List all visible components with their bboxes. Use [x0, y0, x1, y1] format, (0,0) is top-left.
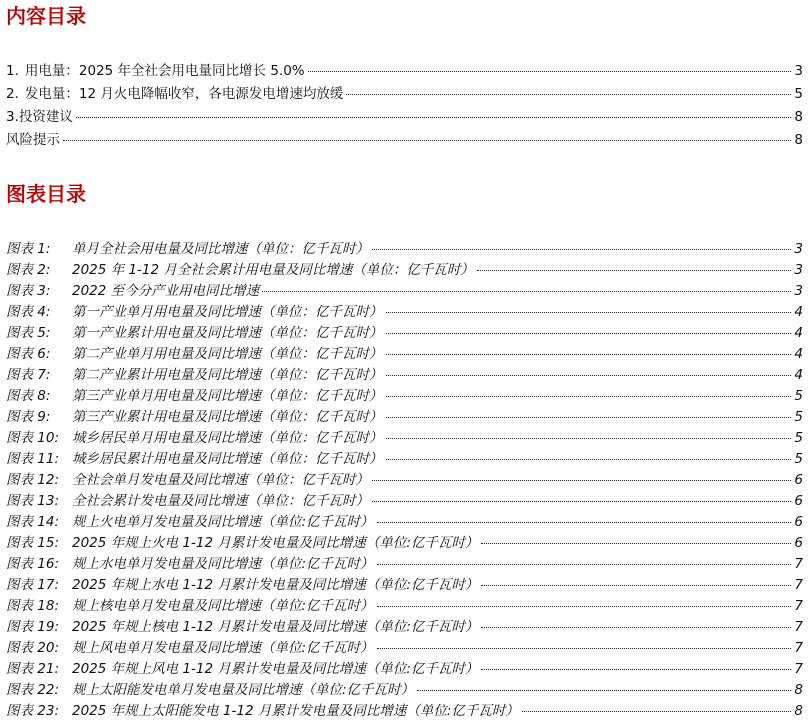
figure-item-page: 5: [794, 451, 803, 467]
dot-leader: [386, 375, 792, 376]
figure-item[interactable]: [6, 302, 803, 323]
figure-item-label: 规上核电单月发电量及同比增速（单位:亿千瓦时）: [72, 598, 374, 614]
figure-item-number: 图表 3:: [6, 283, 51, 299]
figure-item-page: 3: [794, 262, 803, 278]
figure-item-label: 2025 年 1-12 月全社会累计用电量及同比增速（单位：亿千瓦时）: [72, 262, 474, 278]
figure-item-label: 全社会累计发电量及同比增速（单位：亿千瓦时）: [72, 493, 369, 509]
toc-item[interactable]: [6, 106, 803, 129]
figure-item-number: 图表 13:: [6, 493, 60, 509]
figure-item-page: 5: [794, 409, 803, 425]
figure-item-page: 5: [794, 388, 803, 404]
dot-leader: [262, 291, 791, 292]
figure-item-number: 图表 9:: [6, 409, 51, 425]
dot-leader: [308, 71, 792, 72]
figure-item[interactable]: [6, 323, 803, 344]
dot-leader: [63, 140, 791, 141]
figure-item[interactable]: [6, 491, 803, 512]
figure-item[interactable]: [6, 680, 803, 701]
toc-item[interactable]: [6, 60, 803, 83]
dot-leader: [377, 606, 792, 607]
figure-item-number: 图表 12:: [6, 472, 60, 488]
figure-item-page: 7: [794, 619, 803, 635]
toc-item-page: 8: [794, 109, 803, 125]
figure-item-page: 7: [794, 556, 803, 572]
figure-item-label: 第三产业单月用电量及同比增速（单位：亿千瓦时）: [72, 388, 383, 404]
dot-leader: [372, 249, 791, 250]
figure-item-label: 规上风电单月发电量及同比增速（单位:亿千瓦时）: [72, 640, 374, 656]
toc-item-page: 8: [794, 132, 803, 148]
figure-item-number: 图表 21:: [6, 661, 60, 677]
figure-item[interactable]: [6, 596, 803, 617]
figure-item-label: 第一产业累计用电量及同比增速（单位：亿千瓦时）: [72, 325, 383, 341]
figure-item-number: 图表 19:: [6, 619, 60, 635]
figure-item[interactable]: [6, 281, 803, 302]
dot-leader: [372, 501, 791, 502]
dot-leader: [386, 438, 792, 439]
figure-item-number: 图表 2:: [6, 262, 51, 278]
figure-item-number: 图表 8:: [6, 388, 51, 404]
figure-item-number: 图表 17:: [6, 577, 60, 593]
figure-item-page: 8: [794, 703, 803, 719]
dot-leader: [481, 585, 791, 586]
figure-item-label: 全社会单月发电量及同比增速（单位：亿千瓦时）: [72, 472, 369, 488]
figure-item-label: 第一产业单月用电量及同比增速（单位：亿千瓦时）: [72, 304, 383, 320]
figure-item[interactable]: [6, 470, 803, 491]
figure-item-page: 7: [794, 640, 803, 656]
toc-item-number: 2.: [6, 86, 19, 102]
dot-leader: [377, 564, 792, 565]
figure-item-number: 图表 18:: [6, 598, 60, 614]
toc-item-label: 风险提示: [6, 132, 60, 148]
figure-item-number: 图表 1:: [6, 241, 51, 257]
toc-item-label: 投资建议: [18, 109, 73, 125]
toc-item-label: 发电量：12 月火电降幅收窄，各电源发电增速均放缓: [24, 86, 344, 102]
figure-item-label: 2025 年规上风电 1-12 月累计发电量及同比增速（单位:亿千瓦时）: [72, 661, 479, 677]
figure-item-page: 7: [794, 661, 803, 677]
dot-leader: [386, 459, 792, 460]
figure-item-page: 4: [794, 325, 803, 341]
figure-item[interactable]: [6, 512, 803, 533]
figure-item-page: 6: [794, 535, 803, 551]
figure-item-page: 4: [794, 346, 803, 362]
toc-list: [6, 60, 803, 152]
figure-item-label: 2022 至今分产业用电同比增速: [72, 283, 260, 299]
figure-item-label: 城乡居民单月用电量及同比增速（单位：亿千瓦时）: [72, 430, 383, 446]
figure-item[interactable]: [6, 344, 803, 365]
figure-item[interactable]: [6, 617, 803, 638]
figure-item-number: 图表 4:: [6, 304, 51, 320]
figure-item-number: 图表 14:: [6, 514, 60, 530]
dot-leader: [372, 480, 791, 481]
toc-item[interactable]: [6, 83, 803, 106]
figure-item-number: 图表 7:: [6, 367, 51, 383]
figure-item[interactable]: [6, 260, 803, 281]
figure-item-number: 图表 10:: [6, 430, 60, 446]
figure-item-label: 第三产业累计用电量及同比增速（单位：亿千瓦时）: [72, 409, 383, 425]
dot-leader: [481, 627, 791, 628]
dot-leader: [377, 522, 792, 523]
figure-item-number: 图表 22:: [6, 682, 60, 698]
figure-item[interactable]: [6, 701, 803, 722]
dot-leader: [76, 117, 792, 118]
figure-item[interactable]: [6, 554, 803, 575]
figure-list: [6, 239, 803, 722]
toc-item-label: 用电量：2025 年全社会用电量同比增长 5.0%: [24, 63, 305, 79]
figure-item[interactable]: [6, 365, 803, 386]
figure-item-page: 3: [794, 283, 803, 299]
toc-item-page: 5: [794, 86, 803, 102]
figure-item-number: 图表 23:: [6, 703, 60, 719]
figure-item[interactable]: [6, 239, 803, 260]
dot-leader: [481, 669, 791, 670]
figure-item[interactable]: [6, 659, 803, 680]
toc-item-number: 1.: [6, 63, 19, 79]
figure-item-label: 第二产业累计用电量及同比增速（单位：亿千瓦时）: [72, 367, 383, 383]
figure-item-page: 6: [794, 493, 803, 509]
figure-item-page: 5: [794, 430, 803, 446]
figure-item[interactable]: [6, 407, 803, 428]
dot-leader: [386, 396, 792, 397]
dot-leader: [377, 648, 792, 649]
dot-leader: [386, 312, 792, 313]
figure-item-number: 图表 6:: [6, 346, 51, 362]
figure-item-number: 图表 20:: [6, 640, 60, 656]
figure-item-number: 图表 5:: [6, 325, 51, 341]
figure-item-label: 2025 年规上太阳能发电 1-12 月累计发电量及同比增速（单位:亿千瓦时）: [72, 703, 519, 719]
figure-item-label: 规上水电单月发电量及同比增速（单位:亿千瓦时）: [72, 556, 374, 572]
figure-item[interactable]: [6, 575, 803, 596]
figure-item-page: 6: [794, 472, 803, 488]
figures-title: 图表目录: [6, 182, 86, 206]
figure-item-label: 2025 年规上水电 1-12 月累计发电量及同比增速（单位:亿千瓦时）: [72, 577, 479, 593]
figure-item-label: 单月全社会用电量及同比增速（单位：亿千瓦时）: [72, 241, 369, 257]
figure-item[interactable]: [6, 449, 803, 470]
dot-leader: [346, 94, 791, 95]
dot-leader: [386, 417, 792, 418]
toc-item-page: 3: [794, 63, 803, 79]
figure-item-page: 3: [794, 241, 803, 257]
figure-item-page: 7: [794, 598, 803, 614]
figure-item-label: 第二产业单月用电量及同比增速（单位：亿千瓦时）: [72, 346, 383, 362]
dot-leader: [386, 333, 792, 334]
figure-item-number: 图表 15:: [6, 535, 60, 551]
figure-item-page: 8: [794, 682, 803, 698]
figure-item-label: 规上火电单月发电量及同比增速（单位:亿千瓦时）: [72, 514, 374, 530]
dot-leader: [386, 354, 792, 355]
figure-item-number: 图表 16:: [6, 556, 60, 572]
figure-item-page: 4: [794, 367, 803, 383]
figure-item-label: 2025 年规上火电 1-12 月累计发电量及同比增速（单位:亿千瓦时）: [72, 535, 479, 551]
toc-title: 内容目录: [6, 4, 86, 28]
figure-item-label: 城乡居民累计用电量及同比增速（单位：亿千瓦时）: [72, 451, 383, 467]
dot-leader: [477, 270, 792, 271]
figure-item[interactable]: [6, 638, 803, 659]
figure-item-page: 6: [794, 514, 803, 530]
figure-item[interactable]: [6, 386, 803, 407]
dot-leader: [481, 543, 791, 544]
figure-item-label: 2025 年规上核电 1-12 月累计发电量及同比增速（单位:亿千瓦时）: [72, 619, 479, 635]
dot-leader: [417, 690, 791, 691]
figure-item-label: 规上太阳能发电单月发电量及同比增速（单位:亿千瓦时）: [72, 682, 415, 698]
toc-item-number: 3.: [6, 109, 19, 125]
figure-item[interactable]: [6, 533, 803, 554]
figure-item-page: 7: [794, 577, 803, 593]
figure-item-page: 4: [794, 304, 803, 320]
figure-item-number: 图表 11:: [6, 451, 60, 467]
dot-leader: [522, 711, 791, 712]
toc-item[interactable]: [6, 129, 803, 152]
figure-item[interactable]: [6, 428, 803, 449]
